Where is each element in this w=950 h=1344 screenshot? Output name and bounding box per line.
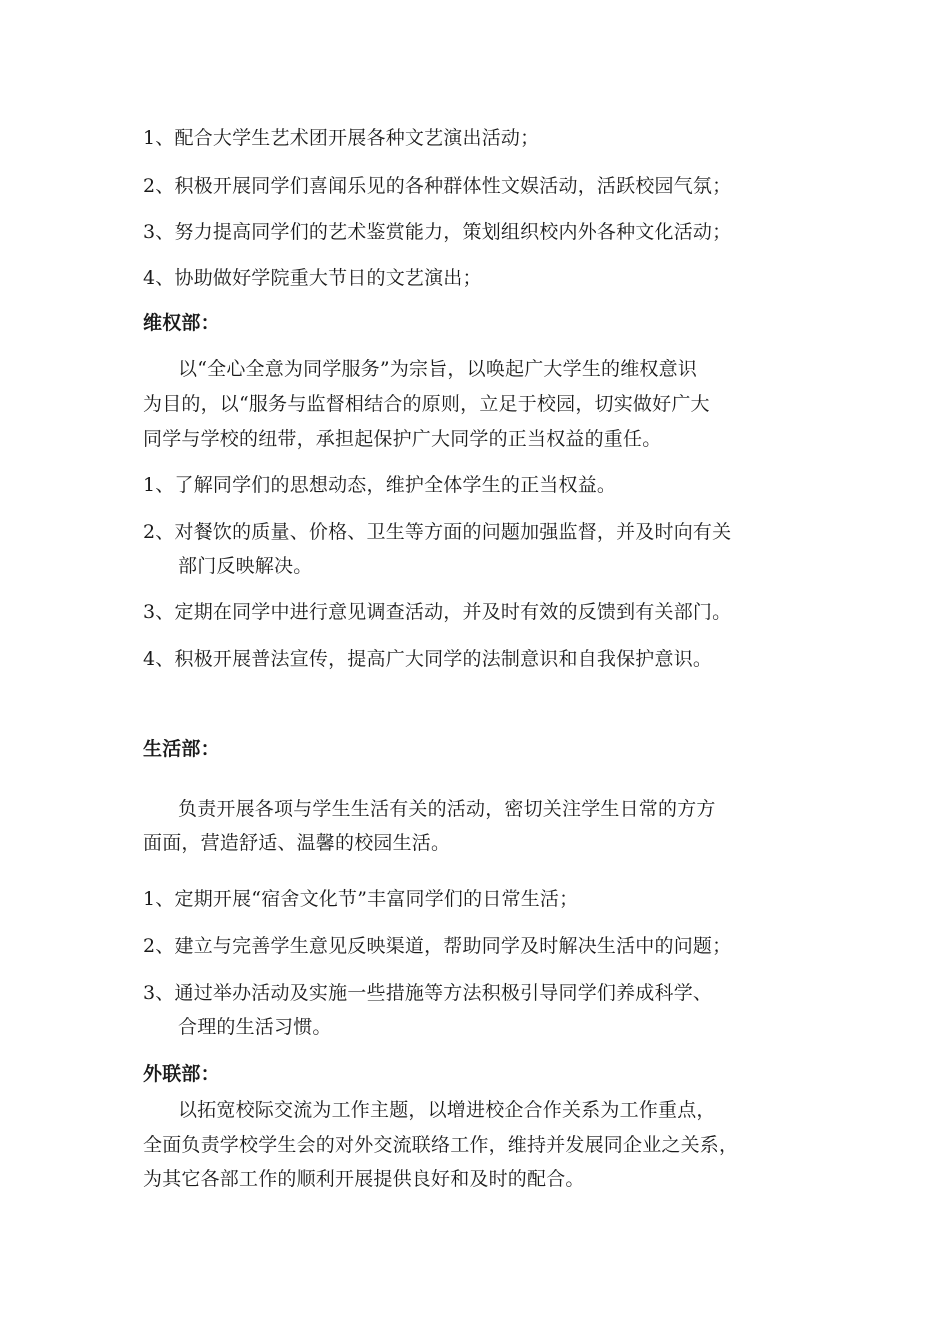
- paragraph-line: 以“全心全意为同学服务”为宗旨，以唤起广大学生的维权意识: [178, 358, 698, 380]
- list-item: 2、积极开展同学们喜闻乐见的各种群体性文娱活动，活跃校园气氛；: [143, 175, 732, 197]
- list-item: 4、协助做好学院重大节日的文艺演出；: [143, 267, 482, 289]
- paragraph-line: 负责开展各项与学生生活有关的活动，密切关注学生日常的方方: [178, 798, 716, 820]
- section-heading-rights: 维权部：: [143, 312, 220, 334]
- list-item: 2、建立与完善学生意见反映渠道，帮助同学及时解决生活中的问题；: [143, 935, 732, 957]
- section-heading-life: 生活部：: [143, 738, 220, 760]
- list-item-continuation: 部门反映解决。: [178, 555, 313, 577]
- list-item-continuation: 合理的生活习惯。: [178, 1016, 332, 1038]
- list-item: 4、积极开展普法宣传，提高广大同学的法制意识和自我保护意识。: [143, 648, 713, 670]
- paragraph-line: 面面，营造舒适、温馨的校园生活。: [143, 832, 451, 854]
- paragraph-line: 为目的，以“服务与监督相结合的原则，立足于校园，切实做好广大: [143, 393, 710, 415]
- list-item: 1、配合大学生艺术团开展各种文艺演出活动；: [143, 127, 540, 149]
- section-heading-external: 外联部：: [143, 1063, 220, 1085]
- paragraph-line: 同学与学校的纽带，承担起保护广大同学的正当权益的重任。: [143, 428, 662, 450]
- list-item: 3、通过举办活动及实施一些措施等方法积极引导同学们养成科学、: [143, 982, 713, 1004]
- list-item: 3、定期在同学中进行意见调查活动，并及时有效的反馈到有关部门。: [143, 601, 732, 623]
- list-item: 3、努力提高同学们的艺术鉴赏能力，策划组织校内外各种文化活动；: [143, 221, 732, 243]
- paragraph-line: 为其它各部工作的顺利开展提供良好和及时的配合。: [143, 1168, 585, 1190]
- list-item: 1、定期开展“宿舍文化节”丰富同学们的日常生活；: [143, 888, 579, 910]
- list-item: 2、对餐饮的质量、价格、卫生等方面的问题加强监督，并及时向有关: [143, 521, 732, 543]
- list-item: 1、了解同学们的思想动态，维护全体学生的正当权益。: [143, 474, 617, 496]
- paragraph-line: 全面负责学校学生会的对外交流联络工作，维持并发展同企业之关系，: [143, 1134, 739, 1156]
- paragraph-line: 以拓宽校际交流为工作主题，以增进校企合作关系为工作重点，: [178, 1099, 716, 1121]
